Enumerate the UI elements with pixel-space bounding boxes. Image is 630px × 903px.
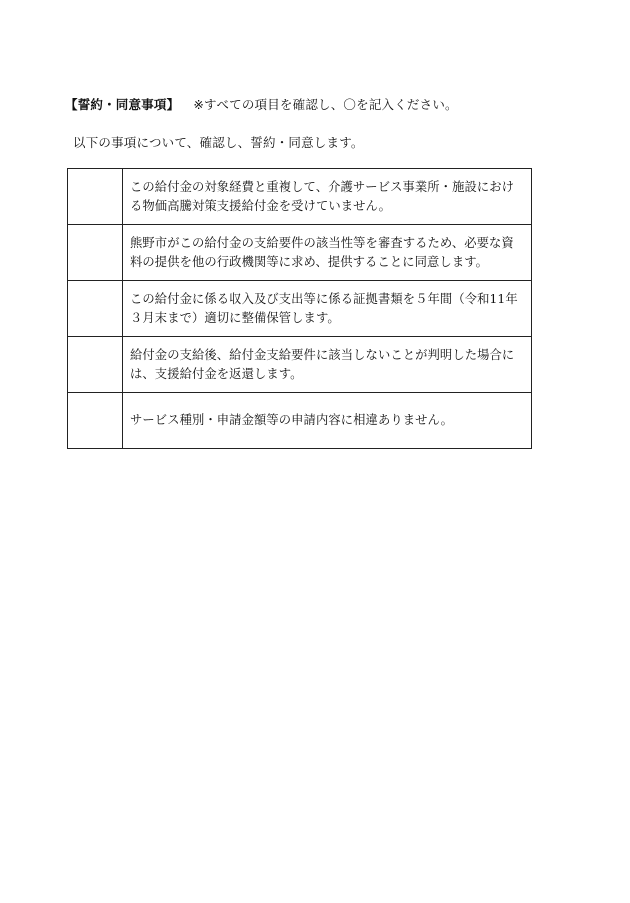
table-row: [68, 169, 532, 225]
check-cell[interactable]: [68, 169, 123, 225]
table-row: [68, 281, 532, 337]
table-row: [68, 393, 532, 449]
pledge-text: 熊野市がこの給付金の支給要件の該当性等を審査するため、必要な資料の提供を他の行政機関等に求め、提供することに同意します。: [123, 225, 532, 281]
pledge-text: サービス種別・申請金額等の申請内容に相違ありません。: [123, 393, 532, 449]
pledge-text: 給付金の支給後、給付金支給要件に該当しないことが判明した場合には、支援給付金を返還します。: [123, 337, 532, 393]
section-title: 【誓約・同意事項】: [65, 97, 180, 112]
check-cell[interactable]: [68, 393, 123, 449]
pledge-text: この給付金に係る収入及び支出等に係る証拠書類を５年間（令和11年３月末まで）適切に整備保管します。: [123, 281, 532, 337]
section-note: ※すべての項目を確認し、〇を記入ください。: [193, 97, 458, 112]
pledge-table: [67, 168, 532, 449]
section-heading: [65, 95, 458, 113]
intro-text: 以下の事項について、確認し、誓約・同意します。: [73, 135, 364, 150]
pledge-text: この給付金の対象経費と重複して、介護サービス事業所・施設における物価高騰対策支援給付金を受けていません。: [123, 169, 532, 225]
table-row: [68, 225, 532, 281]
check-cell[interactable]: [68, 337, 123, 393]
check-cell[interactable]: [68, 225, 123, 281]
table-row: [68, 337, 532, 393]
check-cell[interactable]: [68, 281, 123, 337]
